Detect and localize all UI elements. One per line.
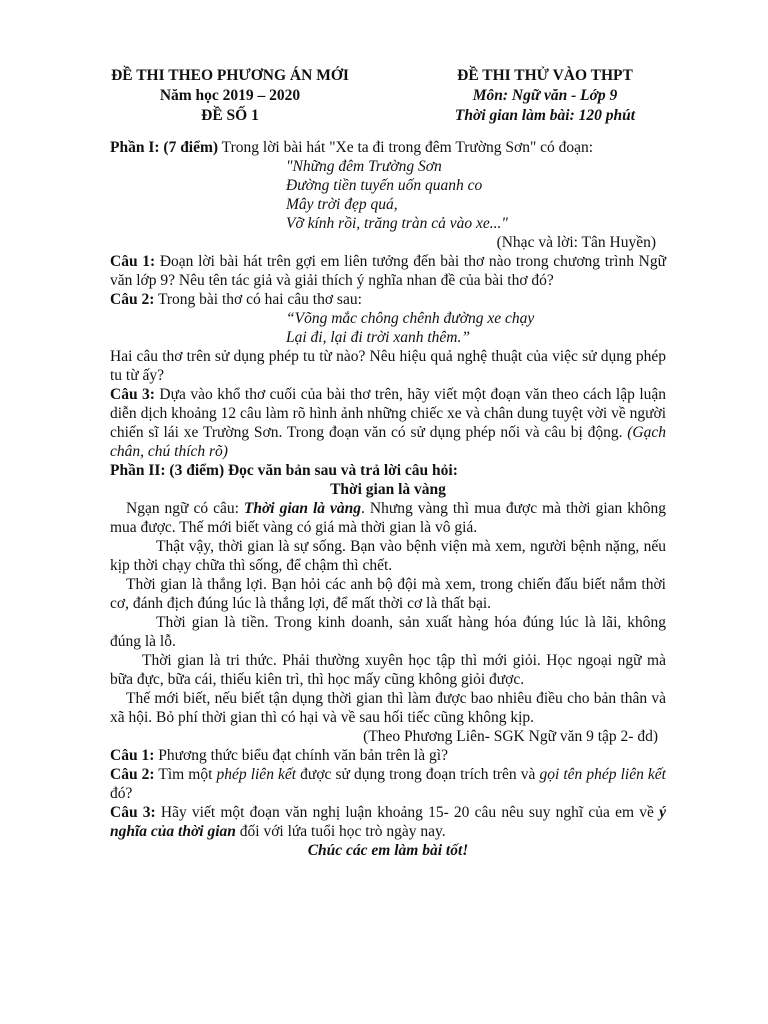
exam-title: ĐỀ THI THỬ VÀO THPT bbox=[457, 67, 633, 84]
part1-heading bbox=[110, 138, 666, 157]
question-text: Hãy viết một đoạn văn nghị luận khoảng 15- 20 câu nêu suy nghĩ của em về bbox=[155, 804, 660, 821]
passage-title bbox=[110, 480, 666, 499]
question-text: Tìm một bbox=[154, 766, 217, 783]
part2-question-2 bbox=[110, 765, 666, 803]
passage-paragraph bbox=[110, 499, 666, 537]
header-left bbox=[100, 66, 360, 126]
part1-question-1 bbox=[110, 252, 666, 290]
question-label: Câu 2: bbox=[110, 766, 155, 783]
question-label: Câu 1: bbox=[110, 253, 156, 270]
emphasis-text: phép liên kết bbox=[216, 766, 297, 783]
header-right bbox=[400, 66, 690, 126]
exam-body bbox=[110, 138, 666, 860]
lyric-credit: (Nhạc và lời: Tân Huyền) bbox=[496, 234, 656, 251]
passage-source: (Theo Phương Liên- SGK Ngữ văn 9 tập 2- đd) bbox=[363, 728, 658, 745]
part1-question-2 bbox=[110, 290, 666, 309]
verse-line: “Võng mắc chông chênh đường xe chạy bbox=[286, 310, 535, 327]
emphasis-text: gọi tên phép liên kết bbox=[539, 766, 666, 783]
question-followup: Hai câu thơ trên sử dụng phép tu từ nào? Nêu hiệu quả nghệ thuật của việc sử dụng phép tu từ ấy? bbox=[110, 348, 666, 384]
closing-line bbox=[110, 841, 666, 860]
part2-question-3 bbox=[110, 803, 666, 841]
passage-paragraph: Thế mới biết, nếu biết tận dụng thời gian thì làm được bao nhiêu điều cho bản thân và xã hội. Bỏ phí thời gian thì có hại và về sau hối tiếc cũng không kịp. bbox=[110, 690, 666, 726]
exam-number: ĐỀ SỐ 1 bbox=[201, 107, 259, 124]
lyric-line: Vỡ kính rồi, trăng tràn cả vào xe..." bbox=[286, 215, 508, 232]
lyric-line: Đường tiền tuyến uốn quanh co bbox=[286, 177, 483, 194]
closing-text: Chúc các em làm bài tốt! bbox=[307, 842, 469, 859]
passage-paragraph: Thời gian là tiền. Trong kinh doanh, sản xuất hàng hóa đúng lúc là lãi, không đúng là lỗ. bbox=[110, 614, 666, 650]
question-text: Trong bài thơ có hai câu thơ sau: bbox=[154, 291, 362, 308]
part2-heading bbox=[110, 461, 666, 480]
question-text: Dựa vào khổ thơ cuối của bài thơ trên, hãy viết một đoạn văn theo cách lập luận diễn dịch khoảng 12 câu làm rõ hình ảnh những chiếc xe và chân dung tuyệt vời về người chiến sĩ lái xe Trường Sơn. Trong đoạn văn có sử dụng phép nối và câu bị động. bbox=[110, 386, 667, 441]
question-text: Phương thức biểu đạt chính văn bản trên là gì? bbox=[154, 747, 448, 764]
question-label: Câu 2: bbox=[110, 291, 155, 308]
emphasis-text: Thời gian là vàng bbox=[243, 500, 362, 517]
part2-question-1 bbox=[110, 746, 666, 765]
passage-paragraph: Thời gian là thắng lợi. Bạn hỏi các anh bộ đội mà xem, trong chiến đấu biết nắm thời cơ, đánh địch đúng lúc là thắng lợi, để mất thời cơ là thất bại. bbox=[110, 576, 666, 612]
paragraph-text: Ngạn ngữ có câu: bbox=[126, 500, 244, 517]
question-text: đối với lứa tuổi học trò ngày nay. bbox=[235, 823, 446, 840]
lyric-line: "Những đêm Trường Sơn bbox=[286, 158, 442, 175]
part2-label: Phần II: (3 điểm) Đọc văn bản sau và trả lời câu hỏi: bbox=[110, 462, 458, 479]
verse-line: Lại đi, lại đi trời xanh thêm.” bbox=[286, 329, 470, 346]
question-label: Câu 1: bbox=[110, 747, 155, 764]
question-text: đó? bbox=[110, 785, 133, 802]
school-title: ĐỀ THI THEO PHƯƠNG ÁN MỚI bbox=[111, 67, 349, 84]
part1-label: Phần I: (7 điểm) bbox=[110, 139, 219, 156]
question-label: Câu 3: bbox=[110, 804, 156, 821]
passage-paragraph: Thời gian là tri thức. Phải thường xuyên học tập thì mới giỏi. Học ngoại ngữ mà bữa đực, bữa cái, thiếu kiên trì, thì học mấy cũng không giỏi được. bbox=[110, 652, 666, 688]
part1-question-3 bbox=[110, 385, 666, 461]
part1-intro: Trong lời bài hát "Xe ta đi trong đêm Trường Sơn" có đoạn: bbox=[218, 139, 594, 156]
question-text: Đoạn lời bài hát trên gợi em liên tưởng đến bài thơ nào trong chương trình Ngữ văn lớp 9? Nêu tên tác giả và giải thích ý nghĩa nhan đề của bài thơ đó? bbox=[110, 253, 667, 289]
question-label: Câu 3: bbox=[110, 386, 155, 403]
paragraph-text: . Nhưng vàng thì mua được mà thời gian không mua được. Thế mới biết vàng có giá mà thời gian là vô giá. bbox=[110, 500, 666, 536]
exam-subject: Môn: Ngữ văn - Lớp 9 bbox=[472, 87, 618, 104]
school-year: Năm học 2019 – 2020 bbox=[159, 87, 301, 104]
passage-title-text: Thời gian là vàng bbox=[330, 481, 446, 498]
exam-time: Thời gian làm bài: 120 phút bbox=[454, 107, 636, 124]
question-text: được sử dụng trong đoạn trích trên và bbox=[296, 766, 540, 783]
question-note: (Gạch chân, chú thích rõ) bbox=[110, 424, 666, 460]
emphasis-text: ý nghĩa của thời gian bbox=[110, 804, 666, 840]
passage-paragraph: Thật vậy, thời gian là sự sống. Bạn vào bệnh viện mà xem, người bệnh nặng, nếu kịp thời chạy chữa thì sống, để chậm thì chết. bbox=[110, 538, 666, 574]
lyric-line: Mây trời đẹp quá, bbox=[286, 196, 398, 213]
